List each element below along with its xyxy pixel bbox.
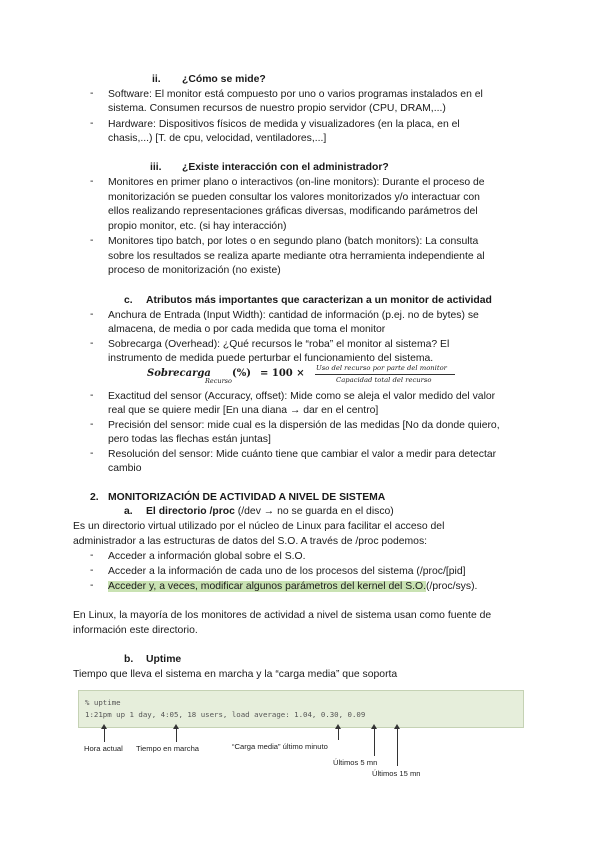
- bullet-dash: -: [90, 419, 94, 430]
- formula-percent: (%): [232, 368, 251, 379]
- section-ii-title: ¿Cómo se mide?: [182, 74, 266, 85]
- section-b-number: b.: [124, 654, 134, 665]
- section-2-number: 2.: [90, 492, 99, 503]
- bullet-dash: -: [90, 390, 94, 401]
- fraction-bar: [315, 374, 455, 375]
- resolution-line-1: Resolución del sensor: Mide cuánto tiene que cambiar el valor a medir para detectar: [108, 449, 497, 460]
- formula-lhs: Sobrecarga: [147, 368, 211, 379]
- input-line-1: Anchura de Entrada (Input Width): cantidad de información (p.ej. no de bytes) se: [108, 310, 479, 321]
- bullet-dash: -: [90, 448, 94, 459]
- bullet-dash: -: [90, 118, 94, 129]
- label-ultimos-5: Últimos 5 mn: [333, 758, 378, 767]
- section-ii-number: ii.: [152, 74, 161, 85]
- software-line-1: Software: El monitor está compuesto por uno o varios programas instalados en el: [108, 89, 483, 100]
- arrow-up-icon: [374, 728, 375, 756]
- section-c-title: Atributos más importantes que caracterizan a un monitor de actividad: [146, 295, 492, 306]
- overhead-line-2: instrumento de medida puede perturbar el funcionamiento del sistema.: [108, 353, 434, 364]
- batch-line-1: Monitores tipo batch, por lotes o en segundo plano (batch monitors): La consulta: [108, 236, 479, 247]
- section-2-title: MONITORIZACIÓN DE ACTIVIDAD A NIVEL DE SISTEMA: [108, 492, 386, 503]
- online-line-3: ellos realizando representaciones gráficas diversas, modificando parámetros del: [108, 206, 478, 217]
- arrow-up-icon: [104, 728, 105, 742]
- bullet-dash: -: [90, 235, 94, 246]
- section-iii-title: ¿Existe interacción con el administrador?: [182, 162, 389, 173]
- terminal-output: 1:21pm up 1 day, 4:05, 18 users, load average: 1.04, 0.30, 0.09: [85, 710, 366, 719]
- input-line-2: almacena, de media o por cada medida que toma el monitor: [108, 324, 386, 335]
- section-b-title: Uptime: [146, 654, 182, 665]
- formula-numerator: Uso del recurso por parte del monitor: [316, 364, 447, 372]
- proc-intro-line-1: Es un directorio virtual utilizado por el núcleo de Linux para facilitar el acceso del: [73, 521, 445, 532]
- section-a-number: a.: [124, 506, 133, 517]
- online-line-4: propio monitor, etc. (si hay interacción): [108, 221, 287, 232]
- accuracy-line-2: real que se quiere medir [En una diana → dar en el centro]: [108, 405, 379, 416]
- bullet-dash: -: [90, 176, 94, 187]
- section-c-number: c.: [124, 295, 133, 306]
- linux-note-line-2: información este directorio.: [73, 625, 198, 636]
- online-line-2: monitorización se pueden consultar los valores monitorizados y/o interactuar con: [108, 192, 480, 203]
- software-line-2: sistema. Consumen recursos de nuestro propio servidor (CPU, DRAM,...): [108, 103, 446, 114]
- online-line-1: Monitores en primer plano o interactivos (on-line monitors): Durante el proceso de: [108, 177, 485, 188]
- arrow-up-icon: [397, 728, 398, 766]
- label-carga-media: “Carga media” último minuto: [232, 742, 328, 751]
- label-tiempo-marcha: Tiempo en marcha: [136, 744, 200, 753]
- label-ultimos-15: Últimos 15 mn: [372, 769, 421, 778]
- bullet-dash: -: [90, 580, 94, 591]
- batch-line-2: sobre los resultados se realiza aparte mediante otra herramienta independiente al: [108, 251, 485, 262]
- bullet-dash: -: [90, 550, 94, 561]
- formula-equals: = 100 ×: [260, 368, 305, 379]
- proc-item-1: Acceder a información global sobre el S.O.: [108, 551, 306, 562]
- overhead-line-1: Sobrecarga (Overhead): ¿Qué recursos le “roba” el monitor al sistema? El: [108, 339, 450, 350]
- resolution-line-2: cambio: [108, 463, 142, 474]
- section-a-title: El directorio /proc: [146, 506, 235, 517]
- uptime-description: Tiempo que lleva el sistema en marcha y la “carga media” que soporta: [73, 669, 398, 680]
- proc-item-3-rest: (/proc/sys).: [426, 581, 478, 592]
- section-a-heading: [146, 505, 394, 518]
- arrow-up-icon: [176, 728, 177, 742]
- hardware-line-1: Hardware: Dispositivos físicos de medida y visualizadores (en la placa, en el: [108, 119, 460, 130]
- hardware-line-2: chasis,...) [T. de cpu, velocidad, ventiladores,...]: [108, 133, 327, 144]
- bullet-dash: -: [90, 338, 94, 349]
- section-a-note: (/dev → no se guarda en el disco): [234, 506, 394, 517]
- proc-item-3: [108, 580, 477, 593]
- uptime-terminal: [78, 690, 524, 728]
- proc-intro-line-2: administrador a las estructuras de datos del S.O. A través de /proc podemos:: [73, 536, 428, 547]
- accuracy-line-1: Exactitud del sensor (Accuracy, offset): Mide como se aleja el valor medido del valor: [108, 391, 496, 402]
- highlighted-text: Acceder y, a veces, modificar algunos parámetros del kernel del S.O.: [108, 581, 427, 592]
- formula-subscript: Recurso: [205, 377, 232, 385]
- precision-line-2: pero todas las flechas están juntas]: [108, 434, 271, 445]
- arrow-up-icon: [338, 728, 339, 740]
- bullet-dash: -: [90, 88, 94, 99]
- linux-note-line-1: En Linux, la mayoría de los monitores de actividad a nivel de sistema usan como fuente de: [73, 610, 492, 621]
- terminal-command: % uptime: [85, 698, 121, 707]
- bullet-dash: -: [90, 565, 94, 576]
- formula-denominator: Capacidad total del recurso: [336, 376, 432, 384]
- proc-item-2: Acceder a la información de cada uno de los procesos del sistema (/proc/[pid]: [108, 566, 466, 577]
- label-hora-actual: Hora actual: [84, 744, 123, 753]
- batch-line-3: proceso de monitorización (no existe): [108, 265, 281, 276]
- section-iii-number: iii.: [150, 162, 162, 173]
- bullet-dash: -: [90, 309, 94, 320]
- precision-line-1: Precisión del sensor: mide cual es la dispersión de las medidas [No da donde quiero,: [108, 420, 500, 431]
